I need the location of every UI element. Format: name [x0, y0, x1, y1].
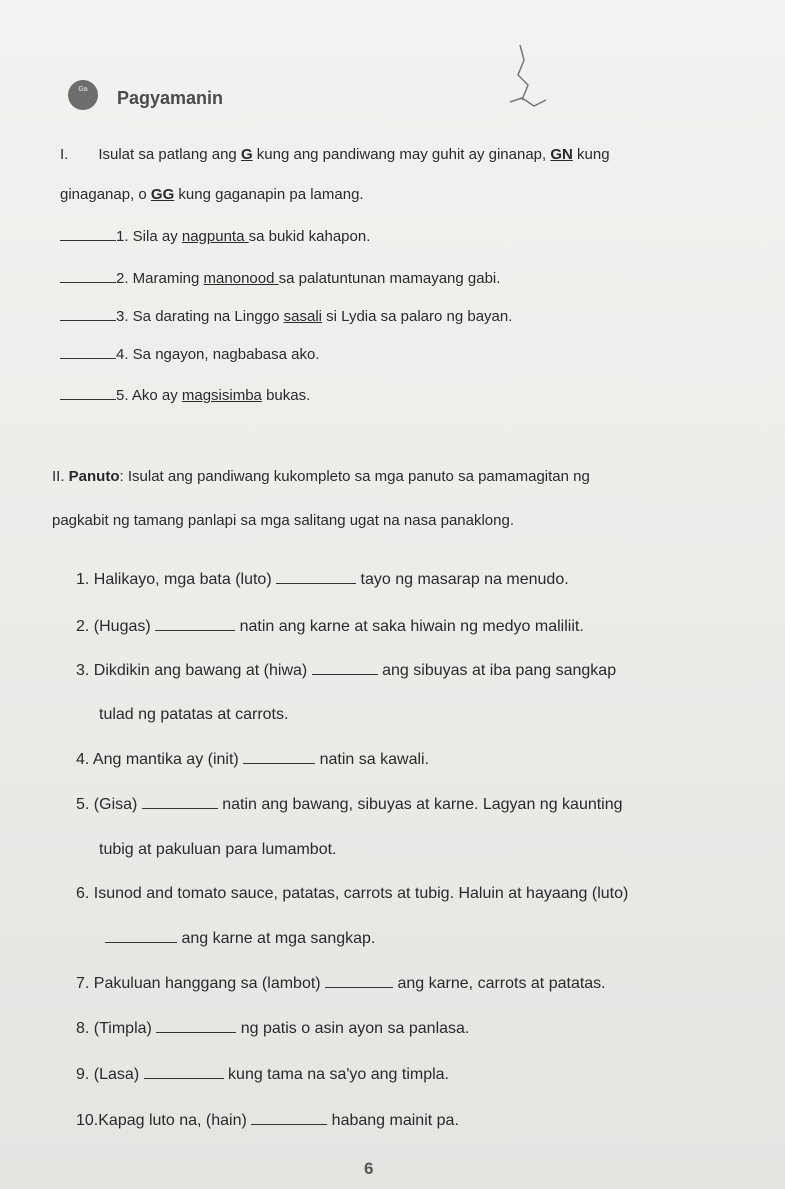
answer-blank[interactable] — [156, 1032, 236, 1033]
part2-item-5-continued: tubig at pakuluan para lumambot. — [99, 841, 337, 858]
answer-blank[interactable] — [60, 399, 116, 400]
answer-blank[interactable] — [60, 240, 116, 241]
part2-item-3: 3. Dikdikin ang bawang at (hiwa) ang sibuyas at iba pang sangkap — [76, 662, 617, 679]
answer-blank[interactable] — [105, 942, 177, 943]
part2-instruction-line1: II. Panuto: Isulat ang pandiwang kukompleto sa mga panuto sa pamamagitan ng — [52, 468, 590, 485]
part1-item-1: 1. Sila ay nagpunta sa bukid kahapon. — [60, 228, 370, 245]
lesson-logo-icon: Ga — [68, 80, 98, 110]
answer-blank[interactable] — [155, 630, 235, 631]
part2-item-9: 9. (Lasa) kung tama na sa'yo ang timpla. — [76, 1066, 449, 1083]
part1-item-2: 2. Maraming manonood sa palatuntunan mamayang gabi. — [60, 270, 500, 287]
part2-item-7: 7. Pakuluan hanggang sa (lambot) ang karne, carrots at patatas. — [76, 975, 606, 992]
answer-blank[interactable] — [60, 320, 116, 321]
part2-item-10: 10.Kapag luto na, (hain) habang mainit pa. — [76, 1112, 459, 1129]
part2-item-4: 4. Ang mantika ay (init) natin sa kawali. — [76, 751, 430, 768]
part2-item-6-continued: ang karne at mga sangkap. — [105, 930, 375, 948]
answer-blank[interactable] — [142, 808, 218, 809]
answer-blank[interactable] — [243, 763, 315, 764]
part2-item-5: 5. (Gisa) natin ang bawang, sibuyas at karne. Lagyan ng kaunting — [76, 796, 623, 813]
answer-blank[interactable] — [312, 674, 378, 675]
part2-instruction-line2: pagkabit ng tamang panlapi sa mga salitang ugat na nasa panaklong. — [52, 512, 515, 529]
part1-item-4: 4. Sa ngayon, nagbabasa ako. — [60, 346, 320, 363]
answer-blank[interactable] — [60, 282, 116, 283]
part2-item-1: 1. Halikayo, mga bata (luto) tayo ng masarap na menudo. — [76, 571, 569, 588]
part1-instruction-line1: I. Isulat sa patlang ang G kung ang pandiwang may guhit ay ginanap, GN kung — [60, 146, 610, 163]
answer-blank[interactable] — [144, 1078, 224, 1079]
part1-item-5: 5. Ako ay magsisimba bukas. — [60, 387, 310, 404]
answer-blank[interactable] — [60, 358, 116, 359]
section-heading: Pagyamanin — [117, 88, 224, 108]
answer-blank[interactable] — [276, 583, 356, 584]
part2-item-6: 6. Isunod and tomato sauce, patatas, carrots at tubig. Haluin at hayaang (luto) — [76, 885, 629, 902]
part2-item-8: 8. (Timpla) ng patis o asin ayon sa panlasa. — [76, 1020, 470, 1037]
answer-blank[interactable] — [325, 987, 393, 988]
part2-item-2: 2. (Hugas) natin ang karne at saka hiwain ng medyo maliliit. — [76, 618, 584, 635]
page-number: 6 — [364, 1159, 374, 1178]
handwritten-scribble — [500, 40, 560, 120]
part1-item-3: 3. Sa darating na Linggo sasali si Lydia sa palaro ng bayan. — [60, 308, 512, 325]
part2-item-3-continued: tulad ng patatas at carrots. — [99, 706, 289, 723]
part1-instruction-line2: ginaganap, o GG kung gaganapin pa lamang. — [60, 186, 364, 203]
answer-blank[interactable] — [251, 1124, 327, 1125]
